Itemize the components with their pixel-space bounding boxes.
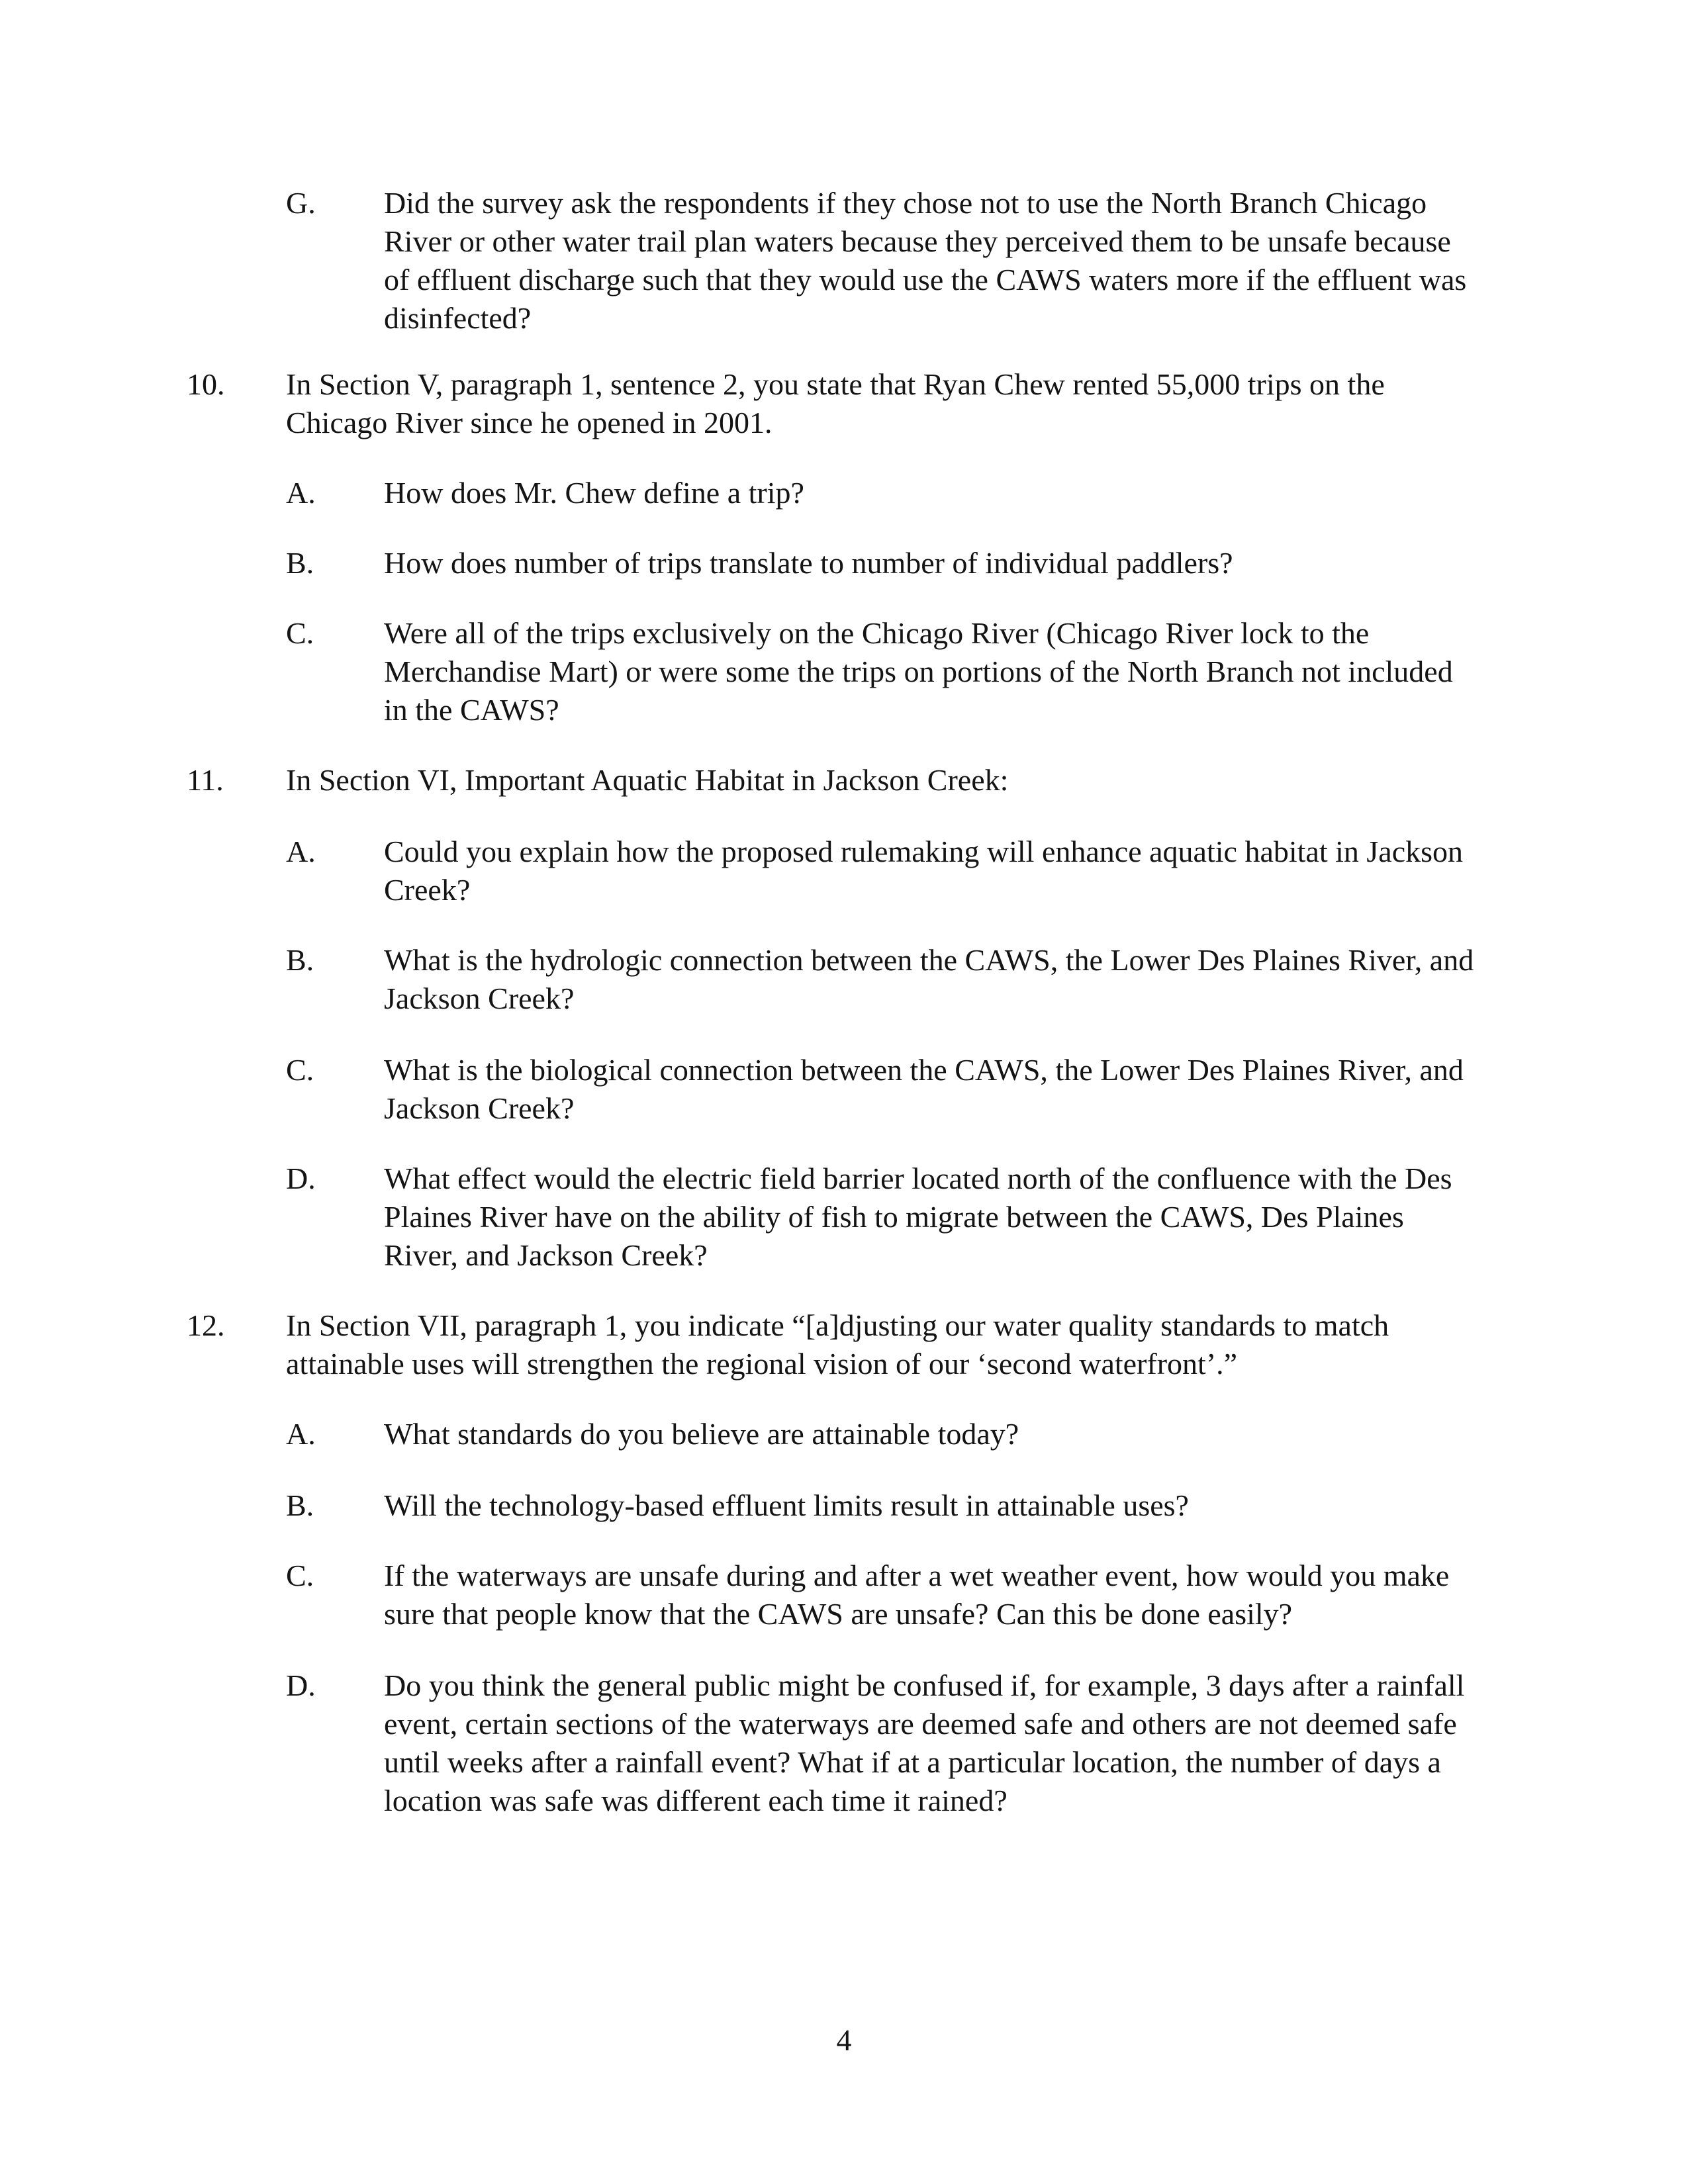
sub-item-text: Will the technology-based effluent limits result in attainable uses? bbox=[384, 1488, 1189, 1522]
sub-item-text: Could you explain how the proposed rulemaking will enhance aquatic habitat in Jackson Creek? bbox=[384, 835, 1464, 907]
item-number: 10. bbox=[187, 367, 225, 401]
sub-item-text: What is the biological connection between the CAWS, the Lower Des Plaines River, and Jackson Creek? bbox=[384, 1053, 1464, 1125]
sub-item-label: C. bbox=[286, 616, 314, 650]
sub-item-text: What effect would the electric field barrier located north of the confluence with the Des Plaines River have on the ability of fish to migrate between the CAWS, Des Plaines River, and Jackson Creek? bbox=[384, 1161, 1452, 1272]
sub-item-label: D. bbox=[286, 1668, 316, 1702]
sub-item-label: B. bbox=[286, 1488, 314, 1522]
sub-item-text: If the waterways are unsafe during and after a wet weather event, how would you make sure that people know that the CAWS are unsafe? Can this be done easily? bbox=[384, 1559, 1450, 1631]
item-text: In Section V, paragraph 1, sentence 2, you state that Ryan Chew rented 55,000 trips on the Chicago River since he opened in 2001. bbox=[286, 367, 1385, 439]
item-number: 12. bbox=[187, 1308, 225, 1342]
sub-item-label: A. bbox=[286, 1417, 316, 1451]
item-number: 11. bbox=[187, 763, 224, 797]
item-text: In Section VII, paragraph 1, you indicate “[a]djusting our water quality standards to match attainable uses will strengthen the regional vision of our ‘second waterfront’.” bbox=[286, 1308, 1389, 1381]
sub-item-text: How does Mr. Chew define a trip? bbox=[384, 476, 804, 510]
item-text: In Section VI, Important Aquatic Habitat in Jackson Creek: bbox=[286, 763, 1009, 797]
sub-item-label: G. bbox=[286, 186, 316, 220]
sub-item-label: A. bbox=[286, 835, 316, 868]
sub-item-text: Did the survey ask the respondents if they chose not to use the North Branch Chicago River or other water trail plan waters because they perceived them to be unsafe because of effluent discharge such that they would use the CAWS waters more if the effluent was disinfected? bbox=[384, 186, 1467, 335]
sub-item-label: C. bbox=[286, 1053, 314, 1087]
sub-item-label: C. bbox=[286, 1559, 314, 1592]
page-number: 4 bbox=[836, 2023, 852, 2057]
sub-item-text: Do you think the general public might be confused if, for example, 3 days after a rainfall event, certain sections of the waterways are deemed safe and others are not deemed safe until weeks after a rainfall event? What if at a particular location, the number of days a location was safe was different each time it rained? bbox=[384, 1668, 1465, 1817]
sub-item-text: What is the hydrologic connection between the CAWS, the Lower Des Plaines River, and Jackson Creek? bbox=[384, 943, 1474, 1015]
sub-item-text: How does number of trips translate to number of individual paddlers? bbox=[384, 546, 1233, 580]
sub-item-text: What standards do you believe are attainable today? bbox=[384, 1417, 1019, 1451]
sub-item-text: Were all of the trips exclusively on the Chicago River (Chicago River lock to the Merchandise Mart) or were some the trips on portions of the North Branch not included in the CAWS? bbox=[384, 616, 1453, 727]
sub-item-label: A. bbox=[286, 476, 316, 510]
sub-item-label: D. bbox=[286, 1161, 316, 1195]
sub-item-label: B. bbox=[286, 943, 314, 977]
sub-item-label: B. bbox=[286, 546, 314, 580]
